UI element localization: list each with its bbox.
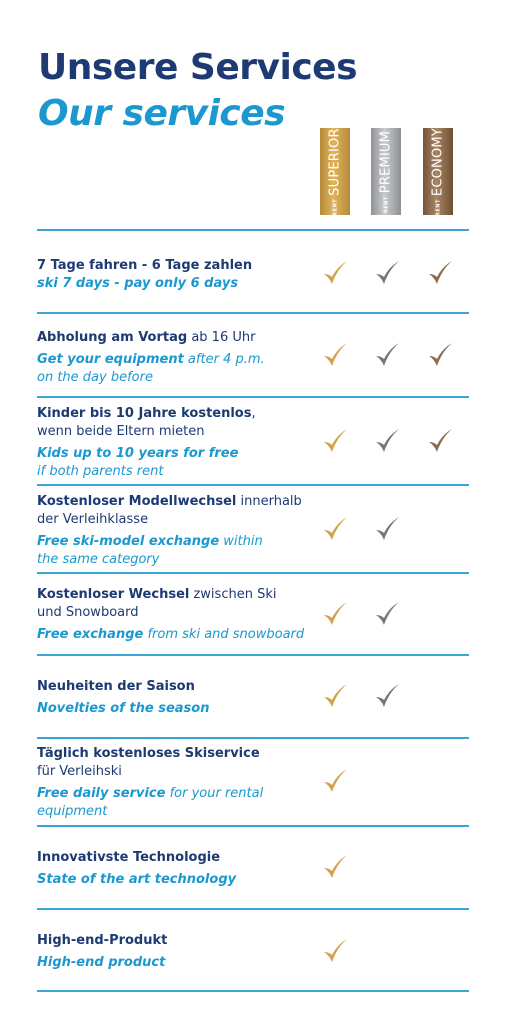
service-row: [37, 329, 307, 387]
tier-rent-label: RENT: [383, 195, 389, 213]
divider: [37, 825, 469, 827]
service-de: Innovativste Technologie: [37, 850, 221, 865]
divider: [37, 908, 469, 910]
service-en-line2: if both parents rent: [37, 464, 164, 479]
service-row: [37, 932, 307, 972]
divider: [37, 654, 469, 656]
checkmark-icon: [374, 428, 400, 454]
service-en: ski 7 days - pay only 6 days: [37, 276, 239, 291]
service-en: Novelties of the season: [37, 701, 210, 716]
checkmark-icon: [322, 601, 348, 627]
tier-badge-premium: [371, 128, 401, 215]
checkmark-icon: [322, 342, 348, 368]
service-de-line2: der Verleihklasse: [37, 512, 149, 527]
service-row: [37, 405, 307, 481]
service-en-line2: on the day before: [37, 370, 153, 385]
tier-name: SUPERIOR: [327, 127, 343, 196]
divider: [37, 396, 469, 398]
service-row: [37, 678, 307, 718]
service-row: [37, 493, 307, 569]
checkmark-icon: [374, 516, 400, 542]
tier-name: PREMIUM: [378, 130, 394, 193]
divider: [37, 229, 469, 231]
service-row: [37, 745, 307, 821]
service-de: Kostenloser Wechsel zwischen Ski: [37, 587, 277, 602]
divider: [37, 737, 469, 739]
checkmark-icon: [374, 342, 400, 368]
service-de: Kostenloser Modellwechsel innerhalb: [37, 494, 302, 509]
checkmark-icon: [322, 428, 348, 454]
service-row: [37, 849, 307, 889]
checkmark-icon: [374, 683, 400, 709]
service-en: Kids up to 10 years for free: [37, 446, 239, 461]
service-en: Free exchange from ski and snowboard: [37, 627, 305, 642]
service-de: High-end-Produkt: [37, 933, 168, 948]
service-en: Free ski-model exchange within: [37, 534, 263, 549]
service-de-line2: wenn beide Eltern mieten: [37, 424, 205, 439]
checkmark-icon: [374, 601, 400, 627]
service-en: Free daily service for your rental: [37, 786, 264, 801]
divider: [37, 312, 469, 314]
service-en: State of the art technology: [37, 872, 237, 887]
service-de: Neuheiten der Saison: [37, 679, 195, 694]
tier-badge-superior: [320, 128, 350, 215]
service-de: Abholung am Vortag ab 16 Uhr: [37, 330, 256, 345]
checkmark-icon: [374, 260, 400, 286]
tier-name: ECONOMY: [430, 127, 446, 196]
tier-rent-label: RENT: [332, 198, 338, 216]
page-title-en: Our services: [38, 93, 286, 134]
divider: [37, 990, 469, 992]
checkmark-icon: [427, 342, 453, 368]
service-en-line2: equipment: [37, 804, 108, 819]
tier-rent-label: RENT: [435, 198, 441, 216]
tier-badge-economy: [423, 128, 453, 215]
service-de: Täglich kostenloses Skiservice: [37, 746, 260, 761]
checkmark-icon: [322, 854, 348, 880]
service-de-line2: und Snowboard: [37, 605, 139, 620]
checkmark-icon: [322, 516, 348, 542]
divider: [37, 484, 469, 486]
checkmark-icon: [427, 428, 453, 454]
service-en-line2: the same category: [37, 552, 160, 567]
service-row: [37, 586, 307, 644]
checkmark-icon: [427, 260, 453, 286]
checkmark-icon: [322, 938, 348, 964]
checkmark-icon: [322, 768, 348, 794]
page-title-de: Unsere Services: [38, 47, 357, 88]
service-en: Get your equipment after 4 p.m.: [37, 352, 265, 367]
service-de: Kinder bis 10 Jahre kostenlos,: [37, 406, 256, 421]
checkmark-icon: [322, 260, 348, 286]
service-en: High-end product: [37, 955, 166, 970]
checkmark-icon: [322, 683, 348, 709]
service-de: 7 Tage fahren - 6 Tage zahlen: [37, 258, 253, 273]
service-row: [37, 257, 307, 293]
service-de-line2: für Verleihski: [37, 764, 122, 779]
divider: [37, 572, 469, 574]
